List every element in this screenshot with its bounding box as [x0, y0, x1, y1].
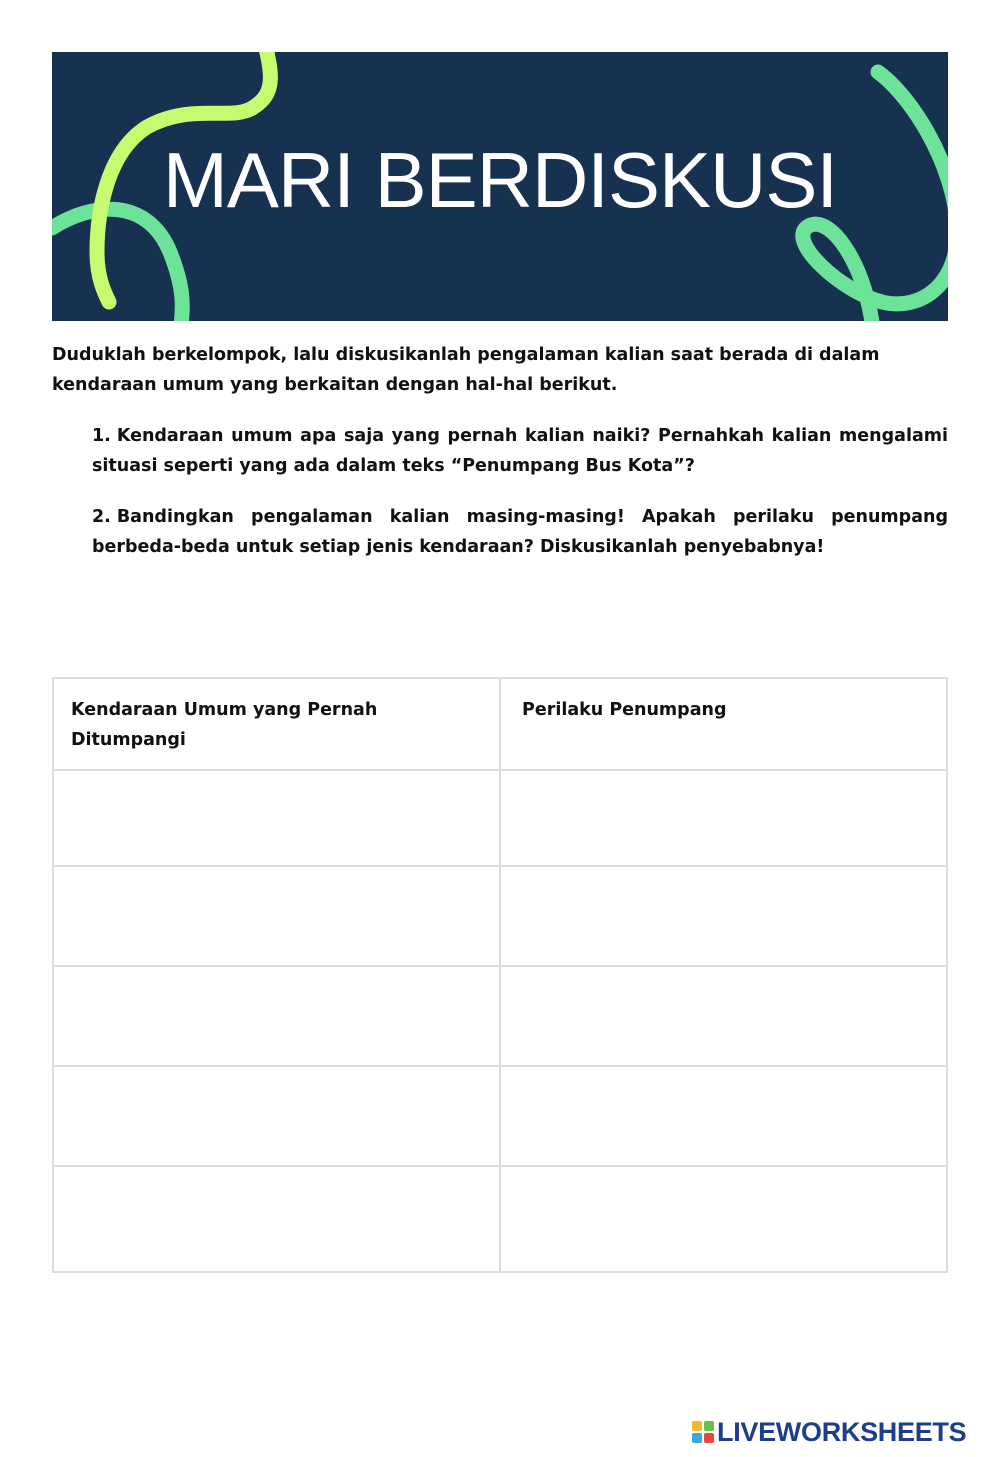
question-2 — [92, 502, 948, 562]
answer-cell-vehicle-4[interactable] — [53, 1066, 500, 1166]
column-header-behavior: Perilaku Penumpang — [500, 678, 947, 770]
table-row — [53, 1166, 947, 1272]
liveworksheets-logo[interactable] — [692, 1418, 966, 1446]
answer-cell-vehicle-5[interactable] — [53, 1166, 500, 1272]
liveworksheets-logo-icon — [692, 1421, 714, 1443]
answer-cell-behavior-1[interactable] — [500, 770, 947, 866]
column-header-vehicle: Kendaraan Umum yang Pernah Ditumpangi — [53, 678, 500, 770]
question-1 — [92, 421, 948, 481]
table-row — [53, 770, 947, 866]
table-row — [53, 866, 947, 966]
page-title: MARI BERDISKUSI — [162, 136, 838, 224]
question-2-text: Bandingkan pengalaman kalian masing-masing! Apakah perilaku penumpang berbeda-beda untuk setiap jenis kendaraan? Diskusikanlah penyebabnya! — [92, 507, 948, 557]
table-row — [53, 966, 947, 1066]
header-banner — [52, 52, 948, 321]
table-row — [53, 1066, 947, 1166]
answer-cell-vehicle-3[interactable] — [53, 966, 500, 1066]
answer-cell-behavior-3[interactable] — [500, 966, 947, 1066]
answer-table — [52, 677, 948, 1273]
table-header-row — [53, 678, 947, 770]
answer-cell-vehicle-1[interactable] — [53, 770, 500, 866]
intro-instructions: Duduklah berkelompok, lalu diskusikanlah pengalaman kalian saat berada di dalam kendaraan umum yang berkaitan dengan hal-hal berikut. — [52, 345, 880, 395]
answer-cell-behavior-5[interactable] — [500, 1166, 947, 1272]
question-2-number: 2. — [92, 507, 111, 527]
answer-cell-behavior-2[interactable] — [500, 866, 947, 966]
question-1-text: Kendaraan umum apa saja yang pernah kalian naiki? Pernahkah kalian mengalami situasi seperti yang ada dalam teks “Penumpang Bus Kota”? — [92, 426, 948, 476]
logo-text: LIVEWORKSHEETS — [717, 1417, 967, 1447]
green-squiggle-left — [52, 209, 182, 321]
question-1-number: 1. — [92, 426, 111, 446]
answer-cell-vehicle-2[interactable] — [53, 866, 500, 966]
answer-cell-behavior-4[interactable] — [500, 1066, 947, 1166]
